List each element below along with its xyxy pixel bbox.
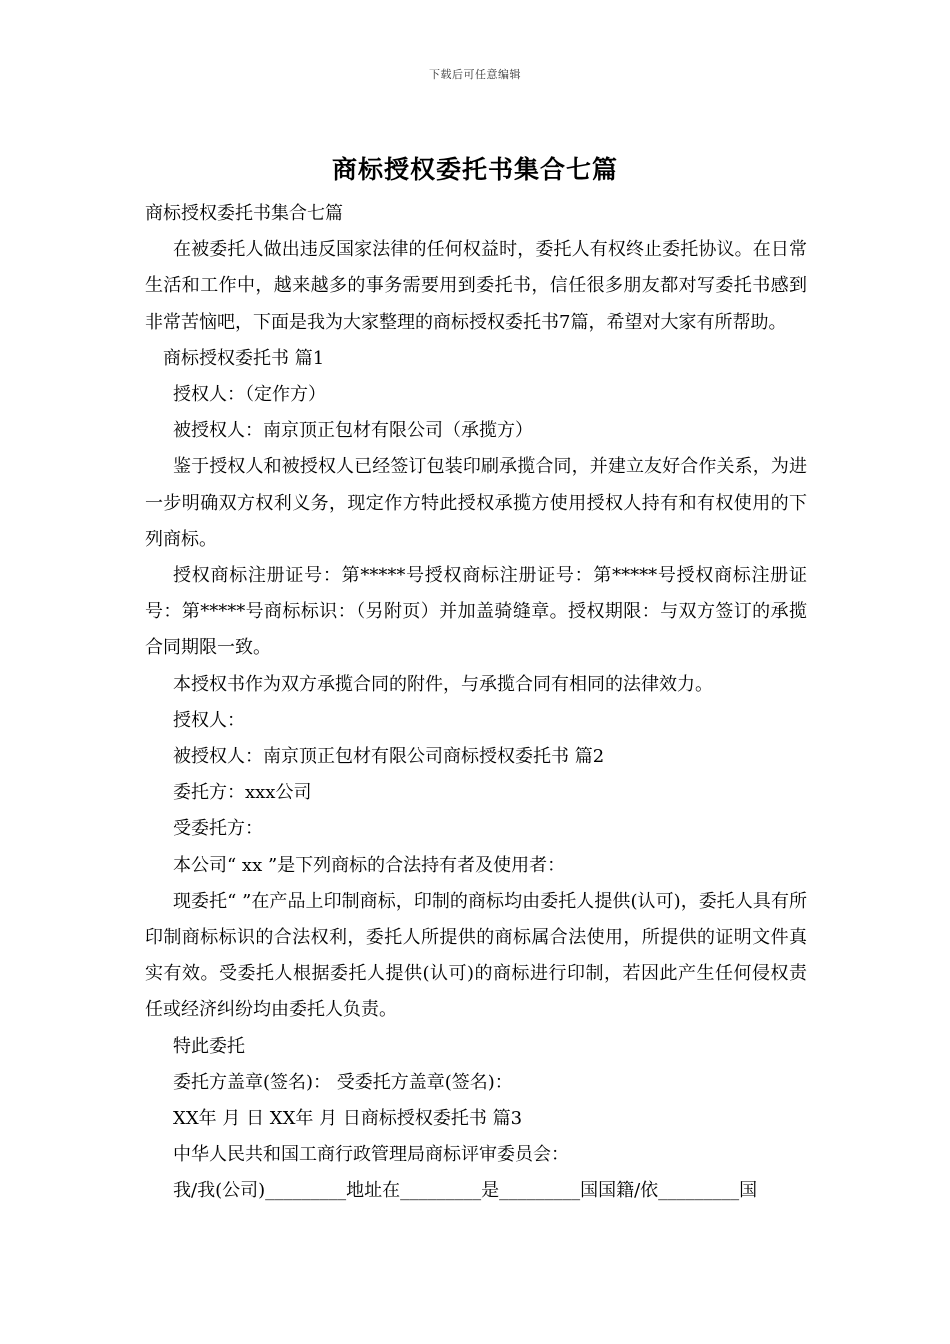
paragraph: 本授权书作为双方承揽合同的附件，与承揽合同有相同的法律效力。 — [173, 673, 713, 695]
document-title: 商标授权委托书集合七篇 — [331, 155, 618, 184]
subtitle-line: 商标授权委托书集合七篇 — [145, 203, 343, 224]
paragraph: 特此委托 — [173, 1035, 245, 1057]
paragraph: 授权人： — [173, 709, 245, 731]
intro-paragraph: 在被委托人做出违反国家法律的任何权益时，委托人有权终止委托协议。在日常生活和工作中，越来越多的事务需要用到委托书，信任很多朋友都对写委托书感到非常苦恼吧，下面是我为大家整理的商标授权委托书7篇，希望对大家有所帮助。 — [145, 239, 807, 333]
paragraph: 我/我(公司)_________地址在_________是_________国国籍/依_________国 — [173, 1180, 758, 1202]
paragraph: 鉴于授权人和被授权人已经签订包装印刷承揽合同，并建立友好合作关系，为进一步明确双方权利义务，现定作方特此授权承揽方使用授权人持有和有权使用的下列商标。 — [145, 456, 807, 550]
paragraph: 被授权人：南京顶正包材有限公司（承揽方） — [173, 420, 533, 442]
paragraph: XX年 月 日 XX年 月 日商标授权委托书 篇3 — [173, 1108, 523, 1130]
paragraph: 委托方：xxx公司 — [173, 782, 312, 804]
paragraph: 中华人民共和国工商行政管理局商标评审委员会： — [173, 1144, 569, 1166]
paragraph: 被授权人：南京顶正包材有限公司商标授权委托书 篇2 — [173, 746, 605, 768]
paragraph: 受委托方： — [173, 818, 263, 840]
header-note: 下载后可任意编辑 — [429, 68, 521, 81]
document-body — [145, 196, 807, 1210]
paragraph: 授权商标注册证号：第*****号授权商标注册证号：第*****号授权商标注册证号：第*****号商标标识：（另附页）并加盖骑缝章。授权期限：与双方签订的承揽合同期限一致。 — [145, 565, 807, 659]
paragraph: 本公司“ xx ”是下列商标的合法持有者及使用者： — [173, 854, 566, 876]
paragraph: 委托方盖章(签名)： 受委托方盖章(签名)： — [173, 1071, 513, 1093]
paragraph: 授权人：（定作方） — [173, 384, 326, 406]
section-heading-1: 商标授权委托书 篇1 — [163, 347, 325, 369]
paragraph: 现委托“ ”在产品上印制商标，印制的商标均由委托人提供(认可)，委托人具有所印制商标标识的合法权利，委托人所提供的商标属合法使用，所提供的证明文件真实有效。受委托人根据委托人提供(认可)的商标进行印制，若因此产生任何侵权责任或经济纠纷均由委托人负责。 — [145, 890, 807, 1021]
